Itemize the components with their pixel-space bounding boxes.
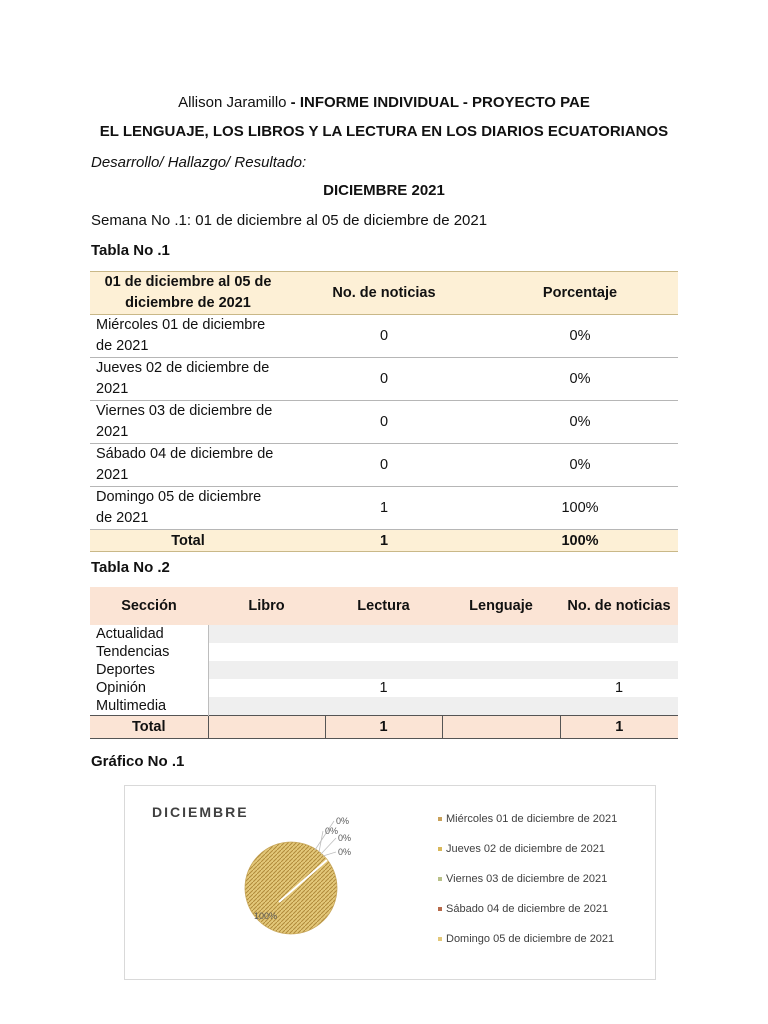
table-row [90, 401, 678, 444]
table-cell [442, 716, 560, 739]
table-cell: 0% [569, 414, 591, 430]
table-cell: 0 [379, 328, 389, 344]
table-cell [325, 643, 442, 661]
table-cell [560, 661, 678, 679]
table-cell: 1 [286, 530, 482, 552]
legend-swatch [438, 817, 442, 821]
table-cell [208, 697, 325, 716]
table-cell: 0% [569, 328, 591, 344]
legend-swatch [438, 847, 442, 851]
table-cell [560, 697, 678, 716]
leader-line [319, 831, 323, 852]
table-cell: Multimedia [90, 697, 208, 716]
table-cell: Sábado 04 de diciembre de 2021 [96, 446, 274, 483]
table-row [90, 444, 678, 487]
section-label: Desarrollo/ Hallazgo/ Resultado: [91, 154, 307, 171]
table-row [90, 679, 678, 697]
table-cell [442, 697, 560, 716]
table-cell: 0% [569, 371, 591, 387]
table-cell: Total [90, 530, 286, 552]
table-cell: Miércoles 01 de diciembre de 2021 [96, 317, 266, 354]
table-row [90, 315, 678, 358]
data-label: 0% [336, 816, 350, 826]
report-subtitle: EL LENGUAJE, LOS LIBROS Y LA LECTURA EN LOS DIARIOS ECUATORIANOS [99, 123, 669, 140]
chart-caption: Gráfico No .1 [91, 753, 185, 770]
table-row [90, 697, 678, 716]
table2-total-row [90, 716, 678, 739]
table-2 [90, 587, 678, 739]
pie-slices [245, 816, 351, 934]
table1-caption: Tabla No .1 [91, 242, 170, 259]
leader-line [321, 838, 336, 854]
table2-header-cell: No. de noticias [567, 597, 671, 614]
table2-caption: Tabla No .2 [91, 559, 170, 576]
table-cell [560, 643, 678, 661]
legend-label: Sábado 04 de diciembre de 2021 [446, 903, 609, 915]
table-cell [442, 679, 560, 697]
table-cell: Jueves 02 de diciembre de 2021 [96, 360, 270, 397]
legend-swatch [438, 877, 442, 881]
table-cell [560, 625, 678, 643]
table2-header-cell: Sección [121, 597, 177, 614]
table-row [90, 625, 678, 643]
table-cell [208, 625, 325, 643]
table-cell: Deportes [90, 661, 208, 679]
table2-header-cell: Libro [248, 597, 285, 614]
table-cell [442, 625, 560, 643]
table-cell [442, 661, 560, 679]
table-cell [208, 716, 325, 739]
table-1 [90, 271, 678, 552]
legend-label: Viernes 03 de diciembre de 2021 [446, 873, 608, 885]
table-cell [442, 643, 560, 661]
table-cell: 1 [325, 716, 442, 739]
data-label: 100% [254, 911, 278, 921]
data-label: 0% [338, 847, 352, 857]
legend-label: Jueves 02 de diciembre de 2021 [446, 843, 605, 855]
pie-chart [124, 785, 656, 980]
table-row [90, 643, 678, 661]
table-cell [325, 697, 442, 716]
table-cell: 0 [379, 371, 389, 387]
table-cell [325, 625, 442, 643]
table-row [90, 661, 678, 679]
legend-label: Miércoles 01 de diciembre de 2021 [446, 813, 618, 825]
legend-label: Domingo 05 de diciembre de 2021 [446, 933, 615, 945]
legend-swatch [438, 937, 442, 941]
table-cell [208, 661, 325, 679]
pie-chart-svg [125, 786, 655, 979]
table-cell: 100% [561, 500, 599, 516]
week-label: Semana No .1: 01 de diciembre al 05 de diciembre de 2021 [91, 212, 488, 229]
table1-header-cell: No. de noticias [286, 272, 482, 315]
table1-total-row [90, 530, 678, 552]
leader-line [323, 852, 336, 856]
table-cell: Domingo 05 de diciembre de 2021 [96, 489, 262, 526]
table-cell: Opinión [90, 679, 208, 697]
table-cell [208, 643, 325, 661]
table2-header-cell: Lenguaje [469, 597, 533, 614]
report-title: - INFORME INDIVIDUAL - PROYECTO PAE [286, 94, 590, 111]
legend-swatch [438, 907, 442, 911]
table-cell: Actualidad [90, 625, 208, 643]
chart-legend [438, 813, 617, 945]
table-cell [325, 661, 442, 679]
table-cell: 1 [379, 680, 388, 696]
table-cell: 1 [614, 680, 624, 696]
table-cell: 1 [560, 716, 678, 739]
table-cell: 0 [379, 457, 389, 473]
report-heading [0, 94, 768, 111]
table2-header-row [90, 587, 678, 625]
table1-header-cell: Porcentaje [482, 272, 678, 315]
table-cell [208, 679, 325, 697]
data-label: 0% [338, 833, 352, 843]
table-cell: Total [90, 716, 208, 739]
table-cell: Tendencias [90, 643, 208, 661]
table-cell: 0% [569, 457, 591, 473]
table-cell: 1 [379, 500, 389, 516]
table2-header-cell: Lectura [357, 597, 410, 614]
table-cell: 0 [379, 414, 389, 430]
data-label: 0% [325, 826, 339, 836]
author-name: Allison Jaramillo [178, 94, 287, 111]
table-row [90, 358, 678, 401]
table1-header-row [90, 272, 678, 315]
table1-header-cell: 01 de diciembre al 05 de diciembre de 2021 [90, 272, 286, 315]
table-row [90, 487, 678, 530]
chart-title: DICIEMBRE [152, 804, 249, 820]
table-cell: Viernes 03 de diciembre de 2021 [96, 403, 273, 440]
table-cell: 100% [482, 530, 678, 552]
month-heading: DICIEMBRE 2021 [323, 182, 445, 199]
